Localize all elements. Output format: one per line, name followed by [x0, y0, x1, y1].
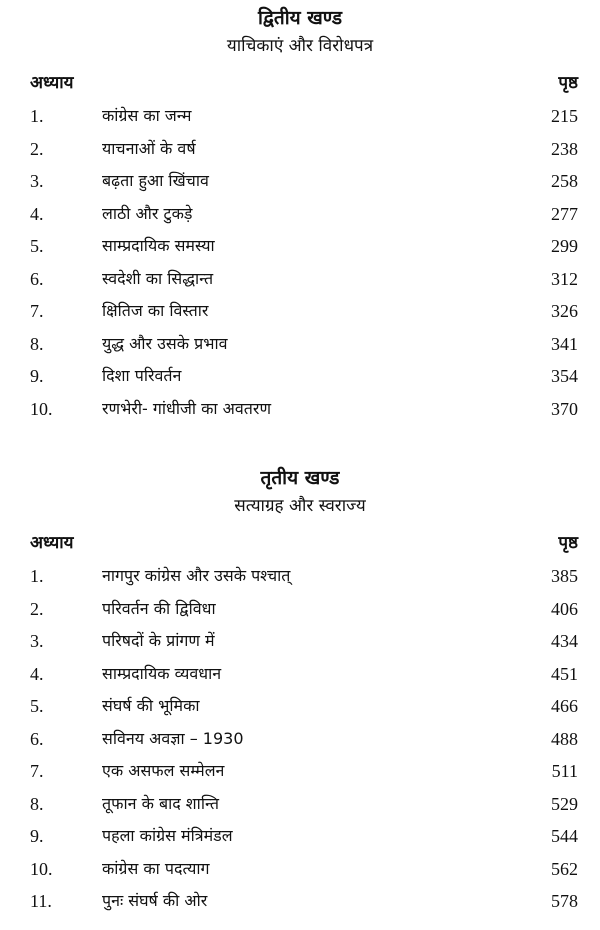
table-row	[0, 723, 600, 756]
page-number: 277	[551, 203, 578, 224]
table-row	[0, 593, 600, 626]
chapter-title: साम्प्रदायिक व्यवधान	[102, 663, 222, 683]
chapter-number: 1.	[30, 566, 44, 586]
chapter-number: 8.	[30, 333, 44, 354]
page-number: 326	[551, 301, 578, 321]
page-number: 215	[551, 106, 578, 126]
chapter-title: स्वदेशी का सिद्धान्त	[102, 268, 214, 288]
chapter-number: 2.	[30, 138, 44, 159]
table-row	[0, 360, 600, 393]
chapter-column-header: अध्याय	[30, 73, 74, 93]
chapter-number: 3.	[30, 631, 44, 651]
section-title: द्वितीय खण्ड	[258, 7, 342, 29]
table-row	[0, 328, 600, 361]
table-row	[0, 230, 600, 263]
chapter-title: क्षितिज का विस्तार	[102, 301, 209, 320]
table-row	[0, 263, 600, 296]
chapter-number: 6.	[30, 728, 44, 749]
chapter-title: दिशा परिवर्तन	[102, 366, 182, 385]
page-number: 562	[551, 858, 578, 879]
chapter-title: पुनः संघर्ष की ओर	[102, 891, 208, 910]
page-number: 451	[551, 663, 578, 684]
table-header	[0, 66, 600, 100]
chapter-title: एक असफल सम्मेलन	[102, 761, 225, 780]
chapter-number: 4.	[30, 663, 44, 684]
chapter-title: बढ़ता हुआ खिंचाव	[102, 171, 209, 190]
page-number: 341	[551, 333, 578, 354]
chapter-number: 7.	[30, 301, 44, 321]
chapter-title: पहला कांग्रेस मंत्रिमंडल	[102, 826, 233, 845]
chapter-number: 3.	[30, 171, 44, 191]
chapter-number: 1.	[30, 106, 44, 126]
chapter-title: साम्प्रदायिक समस्या	[102, 236, 215, 255]
chapter-title: कांग्रेस का जन्म	[102, 106, 192, 125]
page-number: 544	[551, 826, 578, 846]
chapter-title: नागपुर कांग्रेस और उसके पश्चात्	[102, 566, 291, 585]
section-subtitle: याचिकाएं और विरोधपत्र	[226, 36, 374, 56]
chapter-number: 11.	[30, 891, 52, 911]
chapter-list	[0, 560, 600, 918]
chapter-list	[0, 100, 600, 425]
page-number: 299	[551, 236, 578, 256]
chapter-number: 4.	[30, 203, 44, 224]
chapter-number: 10.	[30, 398, 53, 419]
chapter-number: 10.	[30, 858, 53, 879]
table-row	[0, 295, 600, 328]
chapter-title: याचनाओं के वर्ष	[102, 138, 196, 158]
table-row	[0, 100, 600, 133]
table-row	[0, 165, 600, 198]
page-number: 511	[551, 761, 578, 781]
section-subtitle: सत्याग्रह और स्वराज्य	[234, 496, 366, 516]
chapter-number: 8.	[30, 793, 44, 814]
page-number: 238	[551, 138, 578, 159]
chapter-title: कांग्रेस का पदत्याग	[102, 858, 210, 878]
page-number: 406	[551, 598, 578, 619]
chapter-title: युद्ध और उसके प्रभाव	[102, 333, 228, 353]
chapter-title: सविनय अवज्ञा – 1930	[102, 728, 244, 748]
section-dvitiya-khand	[0, 4, 600, 425]
table-row	[0, 820, 600, 853]
table-row	[0, 853, 600, 886]
table-row	[0, 198, 600, 231]
page-number: 488	[551, 728, 578, 749]
chapter-number: 7.	[30, 761, 44, 781]
chapter-number: 9.	[30, 366, 44, 386]
table-row	[0, 560, 600, 593]
table-row	[0, 625, 600, 658]
table-row	[0, 885, 600, 918]
page-number: 312	[551, 268, 578, 289]
chapter-title: लाठी और टुकड़े	[102, 203, 193, 223]
chapter-number: 5.	[30, 236, 44, 256]
chapter-number: 9.	[30, 826, 44, 846]
page-number: 258	[551, 171, 578, 191]
page-number: 434	[551, 631, 578, 651]
table-row	[0, 658, 600, 691]
page-number: 529	[551, 793, 578, 814]
chapter-title: परिवर्तन की द्विविधा	[102, 598, 216, 618]
chapter-title: तूफान के बाद शान्ति	[102, 793, 220, 813]
section-title: तृतीय खण्ड	[260, 467, 340, 489]
chapter-column-header: अध्याय	[30, 533, 74, 553]
chapter-number: 2.	[30, 598, 44, 619]
chapter-title: संघर्ष की भूमिका	[102, 696, 200, 715]
table-row	[0, 755, 600, 788]
chapter-title: परिषदों के प्रांगण में	[102, 631, 215, 650]
chapter-title: रणभेरी- गांधीजी का अवतरण	[102, 398, 272, 418]
page-column-header: पृष्ठ	[558, 73, 578, 93]
page-number: 578	[551, 891, 578, 911]
page-number: 466	[551, 696, 578, 716]
chapter-number: 6.	[30, 268, 44, 289]
table-header	[0, 526, 600, 560]
chapter-number: 5.	[30, 696, 44, 716]
page-number: 354	[551, 366, 578, 386]
page-number: 385	[551, 566, 578, 586]
section-tritiya-khand	[0, 464, 600, 918]
table-row	[0, 393, 600, 426]
table-row	[0, 690, 600, 723]
table-row	[0, 133, 600, 166]
table-row	[0, 788, 600, 821]
page-column-header: पृष्ठ	[558, 533, 578, 553]
page-number: 370	[551, 398, 578, 419]
